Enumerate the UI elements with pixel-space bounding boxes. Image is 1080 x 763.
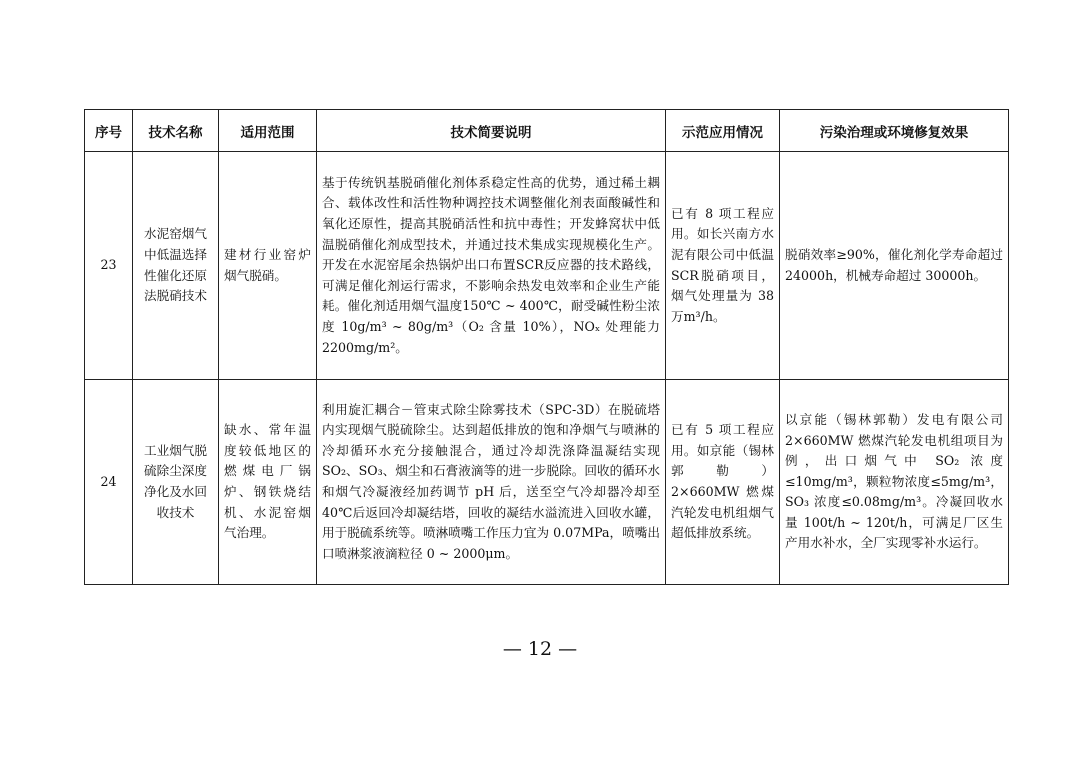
row-tech-name: 工业烟气脱硫除尘深度净化及水回收技术 — [133, 380, 219, 585]
table-row — [85, 152, 1009, 380]
header-description: 技术简要说明 — [317, 110, 666, 152]
row-scope: 建材行业窑炉烟气脱硝。 — [219, 152, 317, 380]
row-serial: 24 — [85, 380, 133, 585]
row-description: 基于传统钒基脱硝催化剂体系稳定性高的优势，通过稀土耦合、载体改性和活性物种调控技术调整催化剂表面酸碱性和氧化还原性，提高其脱硝活性和抗中毒性；开发蜂窝状中低温脱硝催化剂成型技术，并通过技术集成实现规模化生产。开发在水泥窑尾余热锅炉出口布置SCR反应器的技术路线，可满足催化剂运行需求，不影响余热发电效率和企业生产能耗。催化剂适用烟气温度150℃ ~ 400℃，耐受碱性粉尘浓度 10g/m³ ~ 80g/m³（O₂ 含量 10%），NOₓ 处理能力 2200mg/m²。 — [317, 152, 666, 380]
row-effect: 脱硝效率≥90%，催化剂化学寿命超过 24000h，机械寿命超过 30000h。 — [780, 152, 1009, 380]
row-scope: 缺水、常年温度较低地区的燃煤电厂锅炉、钢铁烧结机、水泥窑烟气治理。 — [219, 380, 317, 585]
page-number: — 12 — — [502, 638, 578, 660]
header-tech-name: 技术名称 — [133, 110, 219, 152]
header-scope: 适用范围 — [219, 110, 317, 152]
header-demo: 示范应用情况 — [666, 110, 780, 152]
row-serial: 23 — [85, 152, 133, 380]
row-demo: 已有 5 项工程应用。如京能（锡林郭勒）2×660MW 燃煤汽轮发电机组烟气超低排放系统。 — [666, 380, 780, 585]
row-description: 利用旋汇耦合－管束式除尘除雾技术（SPC-3D）在脱硫塔内实现烟气脱硫除尘。达到超低排放的饱和净烟气与喷淋的冷却循环水充分接触混合，通过冷却洗涤降温凝结实现 SO₂、SO₃、烟尘和石膏液滴等的进一步脱除。回收的循环水和烟气冷凝液经加药调节 pH 后，送至空气冷却器冷却至 40℃后返回冷却凝结塔，回收的凝结水溢流进入回收水罐，用于脱硫系统等。喷淋喷嘴工作压力宜为 0.07MPa，喷嘴出口喷淋浆液滴粒径 0 ~ 2000μm。 — [317, 380, 666, 585]
row-effect: 以京能（锡林郭勒）发电有限公司 2×660MW 燃煤汽轮发电机组项目为例，出口烟气中 SO₂ 浓度≤10mg/m³，颗粒物浓度≤5mg/m³，SO₃ 浓度≤0.08mg/m³。冷凝回收水量 100t/h ~ 120t/h，可满足厂区生产用水补水，全厂实现零补水运行。 — [780, 380, 1009, 585]
table-header-row — [85, 110, 1009, 152]
technology-table — [84, 109, 1009, 585]
table-row — [85, 380, 1009, 585]
row-tech-name: 水泥窑烟气中低温选择性催化还原法脱硝技术 — [133, 152, 219, 380]
row-demo: 已有 8 项工程应用。如长兴南方水泥有限公司中低温SCR脱硝项目，烟气处理量为 38 万m³/h。 — [666, 152, 780, 380]
header-effect: 污染治理或环境修复效果 — [780, 110, 1009, 152]
header-serial: 序号 — [85, 110, 133, 152]
